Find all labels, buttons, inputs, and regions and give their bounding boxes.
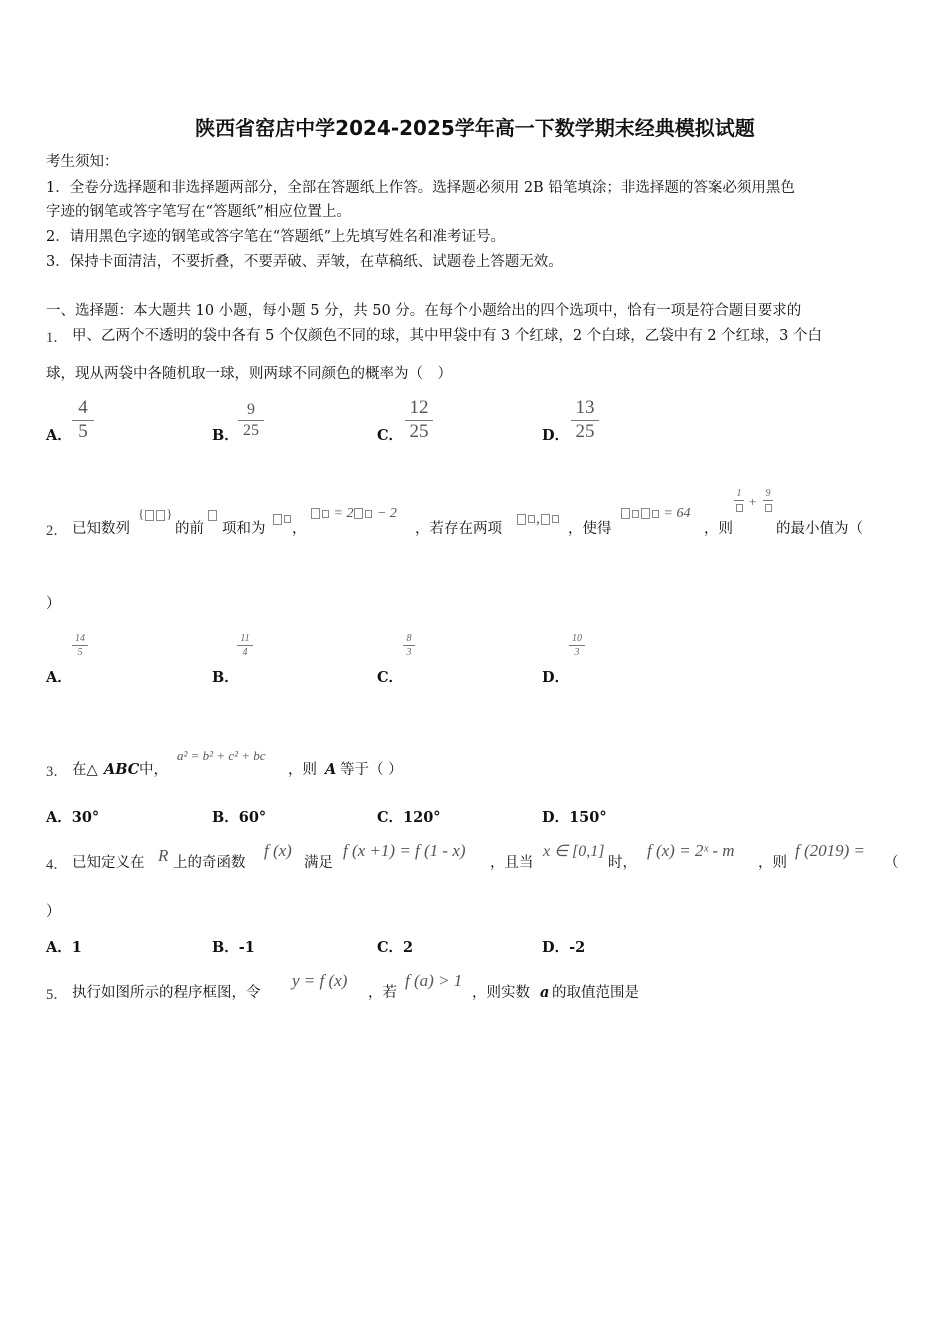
q3-angle-a: A <box>325 761 337 778</box>
q2-terms-symbol: , <box>516 510 560 528</box>
q2-text-1: 已知数列 <box>72 521 130 537</box>
q1-option-c-label[interactable]: C． <box>377 427 404 444</box>
q2-number: 2． <box>46 523 68 539</box>
q1-d-denominator: 25 <box>575 420 595 442</box>
q1-option-c-fraction[interactable] <box>405 398 433 443</box>
q2-close-paren: ） <box>46 596 61 612</box>
q2-a-numerator: 14 <box>75 633 85 644</box>
q4-close-paren: ） <box>46 904 61 920</box>
q5-text-3: ，则实数 <box>472 985 530 1001</box>
q2-d-numerator: 10 <box>572 633 582 644</box>
q1-option-b-fraction[interactable] <box>238 401 264 439</box>
q2-text-6: ，使得 <box>568 521 612 537</box>
q1-option-a-fraction[interactable] <box>72 398 94 443</box>
q2-text-3: 项和为 <box>222 521 266 537</box>
q2-eq2-value: = 64 <box>663 506 691 521</box>
q2-frac2-numerator: 9 <box>765 488 771 499</box>
q4-text-4: ，且当 <box>490 855 534 871</box>
q1-option-d-label[interactable]: D． <box>542 427 570 444</box>
q2-fraction-2 <box>763 488 773 513</box>
q3-abc: ABC <box>104 761 140 778</box>
q4-text-2: 上的奇函数 <box>173 855 246 871</box>
q4-option-b[interactable]: B．-1 <box>212 939 255 956</box>
q1-d-numerator: 13 <box>575 397 595 418</box>
q2-a-denominator: 5 <box>77 647 83 658</box>
q4-fx: f (x) <box>264 841 292 860</box>
q2-b-numerator: 11 <box>240 633 250 644</box>
q1-number: 1． <box>46 330 68 346</box>
q4-number: 4． <box>46 857 68 873</box>
q3-option-b[interactable]: B．60° <box>212 809 267 826</box>
q1-option-b-label[interactable]: B． <box>212 427 239 444</box>
notice-line-1b: 字迹的钢笔或答字笔写在“答题纸”相应位置上。 <box>46 204 351 220</box>
q3-text-4: 等于（ ） <box>340 762 403 778</box>
q2-n-symbol <box>207 506 218 524</box>
q4-condition: x ∈ [0,1] <box>543 843 605 860</box>
q2-c-denominator: 3 <box>406 647 412 658</box>
q2-text-2: 的前 <box>175 521 204 537</box>
q5-equation-1: y = f (x) <box>292 971 348 990</box>
q2-option-a-fraction[interactable] <box>72 633 88 658</box>
q1-a-denominator: 5 <box>78 420 88 442</box>
q2-option-c-fraction[interactable] <box>403 633 415 658</box>
q2-text-4: ， <box>292 521 307 537</box>
notice-heading: 考生须知： <box>46 154 119 170</box>
q5-text-2: ，若 <box>368 985 397 1001</box>
q4-text-7: （ <box>884 855 899 871</box>
q1-c-numerator: 12 <box>409 397 429 418</box>
q1-a-numerator: 4 <box>78 397 88 418</box>
q3-option-a[interactable]: A．30° <box>46 809 100 826</box>
q4-equation-2: f (x) = 2ˣ - m <box>647 841 735 860</box>
q4-option-c[interactable]: C．2 <box>377 939 414 956</box>
q4-option-d[interactable]: D．-2 <box>542 939 586 956</box>
q4-option-a[interactable]: A．1 <box>46 939 82 956</box>
q5-number: 5． <box>46 987 68 1003</box>
q1-b-denominator: 25 <box>243 421 259 439</box>
q1-option-a-label[interactable]: A． <box>46 427 72 444</box>
q2-fraction-1 <box>734 488 744 513</box>
q2-option-a-label[interactable]: A． <box>46 669 72 686</box>
q2-sequence-symbol: { } <box>138 506 173 521</box>
q2-plus: + <box>749 494 757 509</box>
q2-c-numerator: 8 <box>406 633 412 644</box>
q1-line-2: 球，现从两袋中各随机取一球，则两球不同颜色的概率为（ ） <box>46 366 452 382</box>
q1-line-1: 甲、乙两个不透明的袋中各有 5 个仅颜色不同的球，其中甲袋中有 3 个红球，2 个白球，乙袋中有 2 个红球，3 个白 <box>72 328 822 344</box>
q2-frac1-numerator: 1 <box>736 488 742 499</box>
q5-text-4: 的取值范围是 <box>552 985 639 1001</box>
q5-text-1: 执行如图所示的程序框图，令 <box>72 985 261 1001</box>
q2-equation-1 <box>310 506 397 522</box>
section-heading: 一、选择题：本大题共 10 小题，每小题 5 分，共 50 分。在每个小题给出的四个选项中，恰有一项是符合题目要求的 <box>46 303 802 319</box>
q2-eq1-mid: = 2 <box>333 506 354 521</box>
q2-option-b-label[interactable]: B． <box>212 669 239 686</box>
q3-equation: a² = b² + c² + bc <box>177 748 266 763</box>
q1-c-denominator: 25 <box>409 420 429 442</box>
q5-equation-2: f (a) > 1 <box>405 971 463 990</box>
q4-text-5: 时， <box>608 855 637 871</box>
notice-line-3: 3．保持卡面清洁，不要折叠，不要弄破、弄皱，在草稿纸、试题卷上答题无效。 <box>46 254 563 270</box>
q4-text-6: ，则 <box>758 855 787 871</box>
q2-eq1-end: − 2 <box>376 506 397 521</box>
q5-variable-a: a <box>540 984 550 1001</box>
q4-equation-3: f (2019) = <box>795 841 866 860</box>
q2-option-d-fraction[interactable] <box>569 633 585 658</box>
q4-real-set: R <box>158 846 169 865</box>
q3-text-1: 在△ <box>72 762 98 778</box>
notice-line-1a: 1．全卷分选择题和非选择题两部分，全部在答题纸上作答。选择题必须用 2B 铅笔填涂；非选择题的答案必须用黑色 <box>46 180 795 196</box>
q2-option-c-label[interactable]: C． <box>377 669 404 686</box>
notice-line-2: 2．请用黑色字迹的钢笔或答字笔在“答题纸”上先填写姓名和准考证号。 <box>46 229 506 245</box>
q2-option-b-fraction[interactable] <box>237 633 253 658</box>
q2-equation-2 <box>620 506 690 522</box>
q2-text-7: ，则 <box>704 521 733 537</box>
q1-b-numerator: 9 <box>247 401 255 418</box>
q3-text-3: ，则 <box>288 762 317 778</box>
q1-option-d-fraction[interactable] <box>571 398 599 443</box>
q4-text-1: 已知定义在 <box>72 855 145 871</box>
q3-number: 3． <box>46 764 68 780</box>
q4-equation-1: f (x +1) = f (1 - x) <box>343 841 466 860</box>
q4-text-3: 满足 <box>304 855 333 871</box>
q2-b-denominator: 4 <box>242 647 248 658</box>
q3-option-d[interactable]: D．150° <box>542 809 607 826</box>
q3-option-c[interactable]: C．120° <box>377 809 441 826</box>
q3-text-2: 中， <box>139 762 168 778</box>
q2-sn-symbol <box>272 510 292 528</box>
q2-text-5: ，若存在两项 <box>415 521 502 537</box>
q2-d-denominator: 3 <box>574 647 580 658</box>
page-title: 陕西省窑店中学2024-2025学年高一下数学期末经典模拟试题 <box>195 116 755 140</box>
q2-text-8: 的最小值为（ <box>776 521 863 537</box>
q2-option-d-label[interactable]: D． <box>542 669 570 686</box>
